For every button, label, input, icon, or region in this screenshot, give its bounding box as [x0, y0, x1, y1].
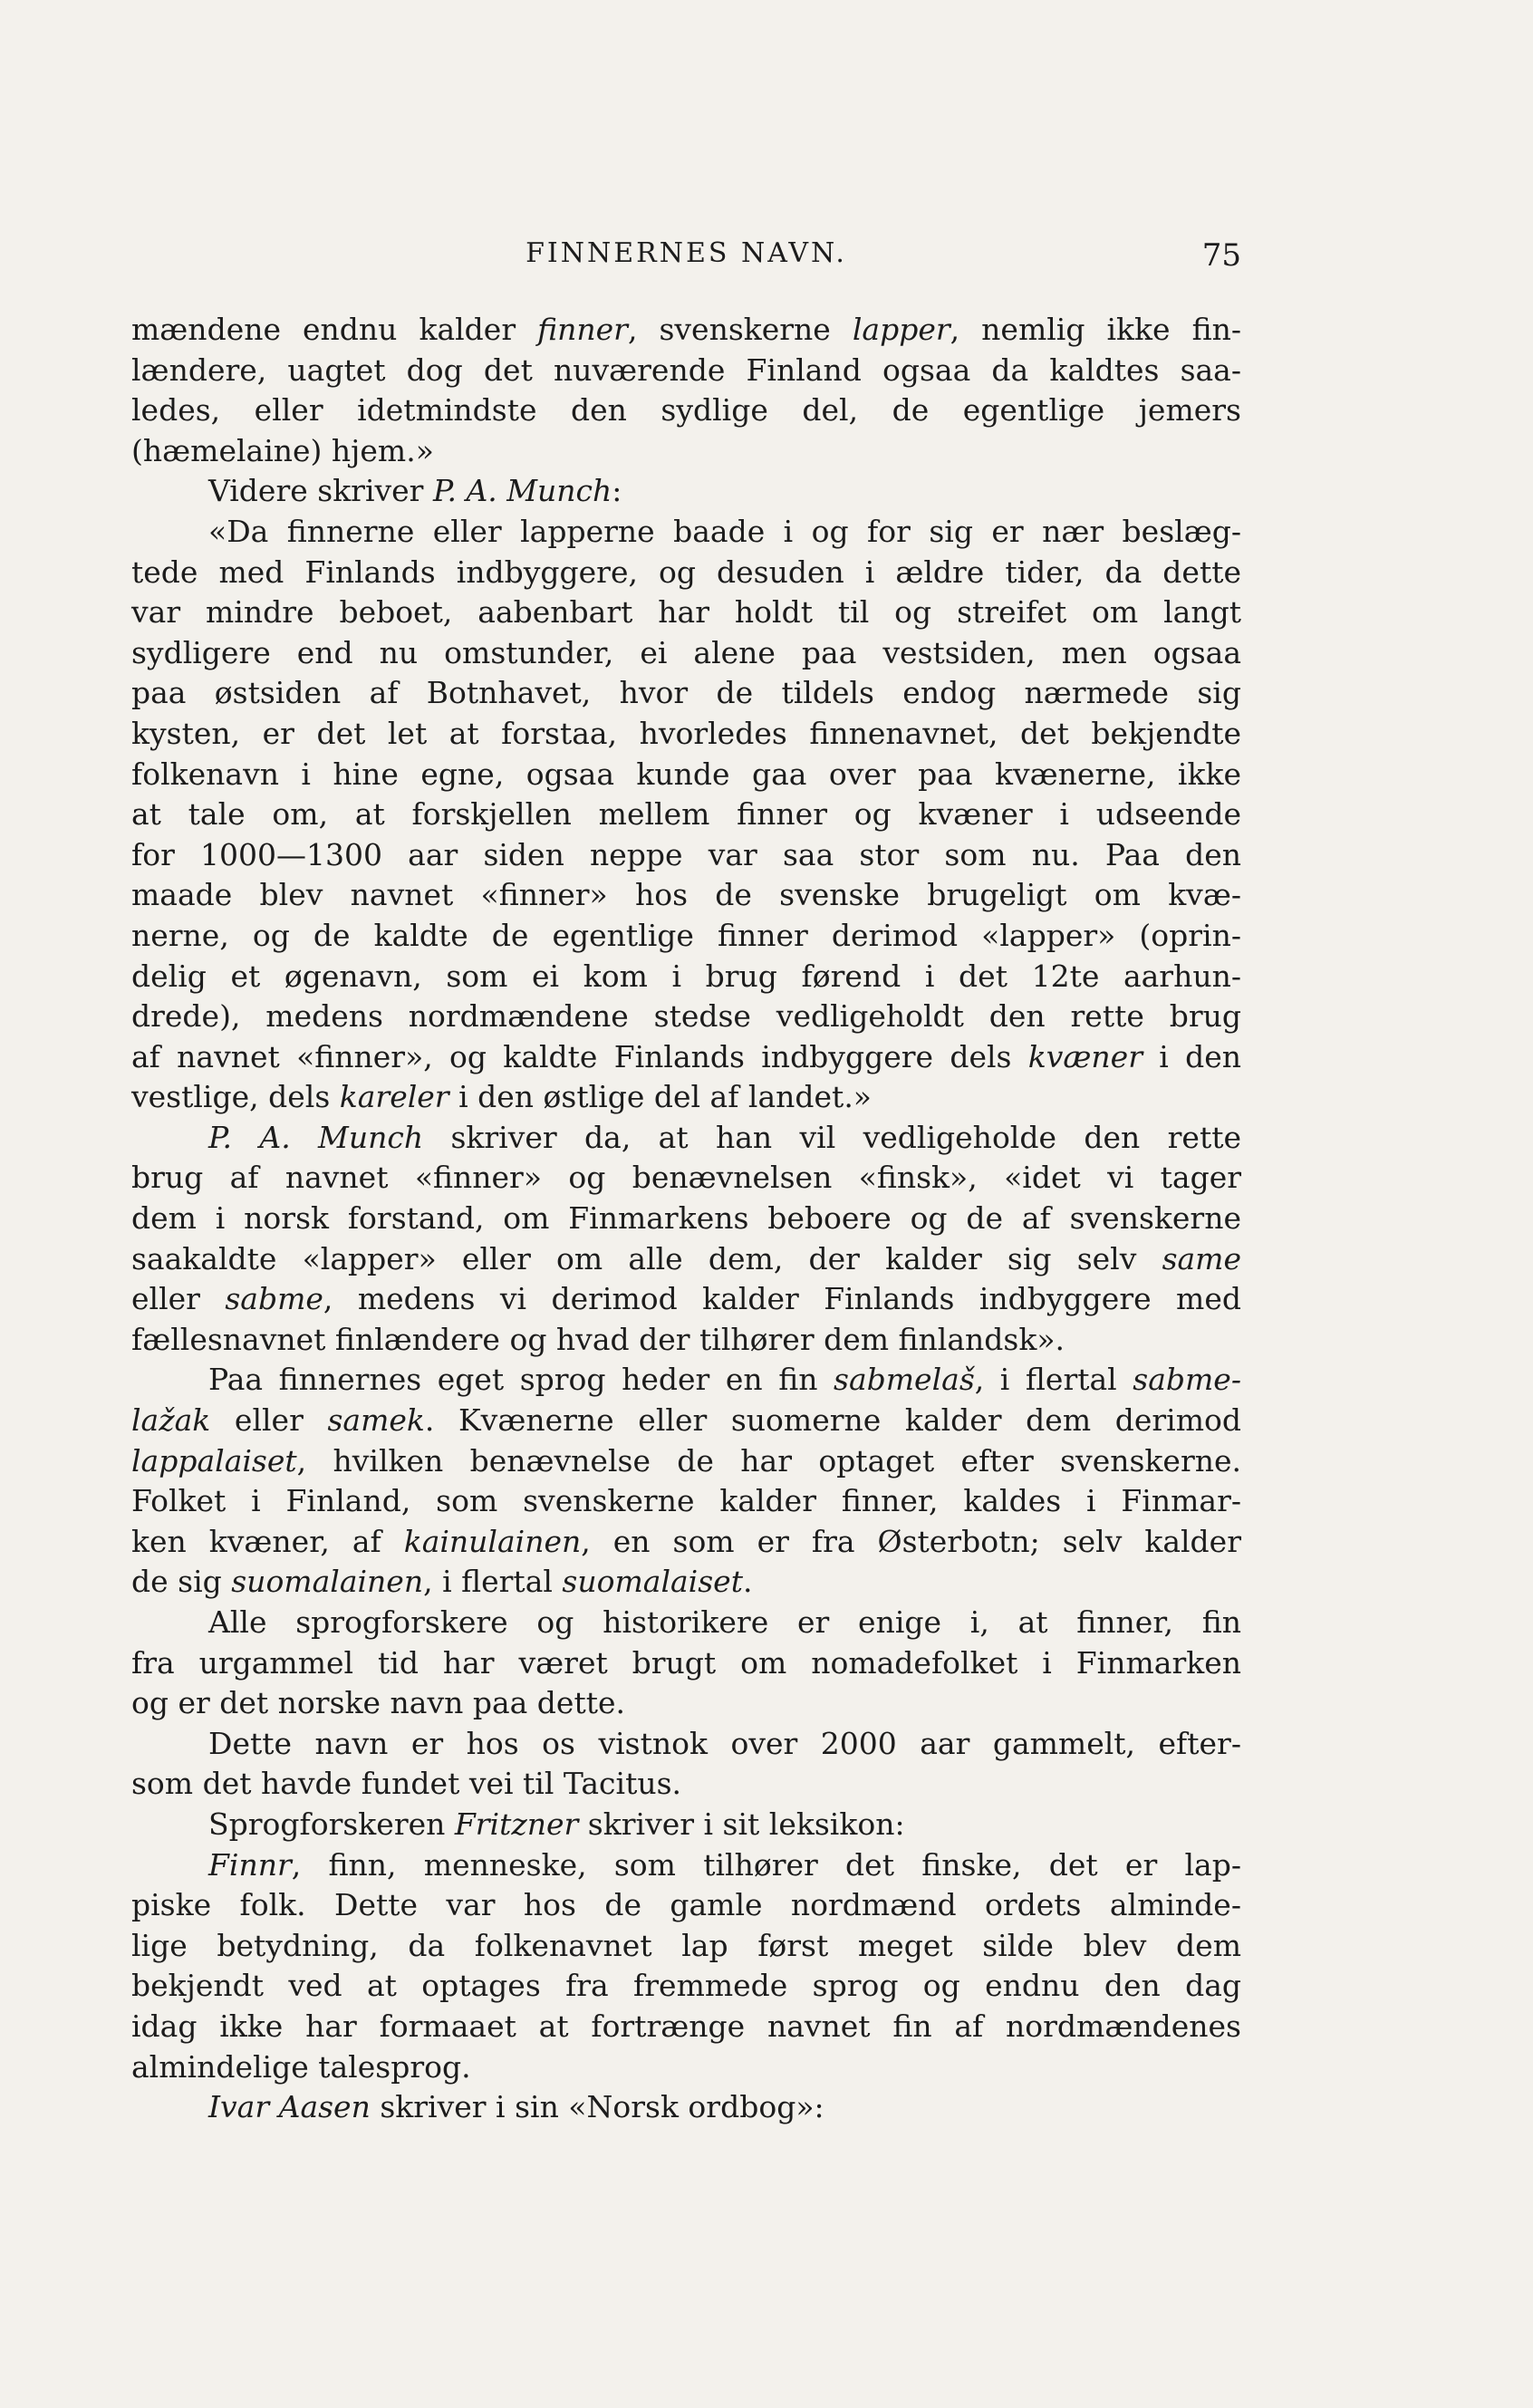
text-line	[131, 714, 1241, 755]
text-run: , en som er fra Østerbotn; selv kalder	[581, 1523, 1241, 1559]
text-line	[131, 1158, 1241, 1199]
page-number: 75	[1201, 237, 1241, 274]
text-run: skriver da, at han vil vedligeholde den rette	[423, 1119, 1242, 1155]
text-line	[131, 1966, 1241, 2007]
text-line	[131, 1441, 1241, 1482]
italic-term: sabmelaš	[834, 1362, 975, 1398]
italic-term: P. A. Munch	[208, 1119, 424, 1155]
text-run: som det havde fundet vei til Tacitus.	[131, 1766, 682, 1802]
text-line	[131, 2087, 1241, 2128]
italic-term: sabme-	[1133, 1362, 1241, 1398]
italic-term: samek	[327, 1402, 425, 1439]
text-line	[131, 2007, 1241, 2047]
italic-term: lapper	[852, 312, 950, 347]
text-run: i den østlige del af landet.»	[448, 1079, 872, 1115]
text-line	[131, 1522, 1241, 1563]
text-run: skriver i sin «Norsk ordbog»:	[370, 2089, 824, 2125]
text-run: , i flertal	[423, 1564, 563, 1600]
text-run: nerne, og de kaldte de egentlige finner derimod «lapper» (oprin-	[131, 917, 1241, 953]
text-run: , nemlig ikke fin-	[950, 312, 1241, 347]
text-run: brug af navnet «finner» og benævnelsen «finsk», «idet vi tager	[131, 1160, 1241, 1196]
text-run: .	[742, 1564, 753, 1600]
text-run: drede), medens nordmændene stedse vedligeholdt den rette brug	[131, 998, 1241, 1035]
text-run: «Da finnerne eller lapperne baade i og for sig er nær beslæg-	[208, 513, 1241, 549]
italic-term: kainulainen	[403, 1523, 582, 1559]
text-line	[131, 1724, 1241, 1765]
text-run: tede med Finlands indbyggere, og desuden i ældre tider, da dette	[131, 554, 1241, 590]
italic-term: suomalaiset	[562, 1564, 743, 1600]
text-run: folkenavn i hine egne, ogsaa kunde gaa over paa kvænerne, ikke	[131, 756, 1241, 792]
italic-term: Fritzner	[454, 1806, 579, 1842]
italic-term: sabme	[225, 1281, 323, 1317]
text-line	[131, 471, 1241, 512]
text-line	[131, 835, 1241, 876]
italic-term: P. A. Munch	[432, 473, 612, 509]
text-line	[131, 633, 1241, 674]
text-line	[131, 1926, 1241, 1967]
text-run: delig et øgenavn, som ei kom i brug førend i det 12te aarhun-	[131, 958, 1241, 994]
text-line	[131, 795, 1241, 835]
text-run: eller	[210, 1402, 328, 1439]
body-text	[131, 310, 1241, 2128]
text-run: (hæmelaine) hjem.»	[131, 432, 434, 468]
text-run: Sprogforskeren	[208, 1806, 455, 1842]
text-run: . Kvænerne eller suomerne kalder dem derimod	[424, 1402, 1242, 1439]
text-run: fra urgammel tid har været brugt om nomadefolket i Finmarken	[131, 1644, 1241, 1681]
text-line	[131, 512, 1241, 553]
text-line	[131, 673, 1241, 714]
italic-term: kvæner	[1027, 1038, 1143, 1074]
text-line	[131, 1845, 1241, 1886]
page-header	[131, 237, 1241, 283]
text-line	[131, 1683, 1241, 1724]
italic-term: suomalainen	[231, 1564, 424, 1600]
text-run: piske folk. Dette var hos de gamle nordmænd ordets alminde-	[131, 1887, 1241, 1923]
text-run: , hvilken benævnelse de har optaget efter svenskerne.	[296, 1442, 1241, 1479]
text-run: var mindre beboet, aabenbart har holdt til og streifet om langt	[131, 594, 1241, 631]
text-run: Videre skriver	[208, 473, 433, 509]
text-run: Folket i Finland, som svenskerne kalder finner, kaldes i Finmar-	[131, 1483, 1241, 1519]
text-run: skriver i sit leksikon:	[578, 1806, 905, 1842]
text-line	[131, 1239, 1241, 1280]
text-run: idag ikke har formaaet at fortrænge navnet fin af nordmændenes	[131, 2008, 1241, 2044]
text-run: Dette navn er hos os vistnok over 2000 aar gammelt, efter-	[208, 1725, 1241, 1761]
text-line	[131, 957, 1241, 997]
text-run: i den	[1142, 1038, 1241, 1074]
text-run: ledes, eller idetmindste den sydlige del, de egentlige jemers	[131, 392, 1241, 429]
text-run: , i flertal	[974, 1362, 1133, 1398]
italic-term: kareler	[339, 1079, 449, 1115]
text-run: , finn, menneske, som tilhører det finske, det er lap-	[291, 1846, 1241, 1883]
text-line	[131, 1481, 1241, 1522]
text-run: maade blev navnet «finner» hos de svenske brugeligt om kvæ-	[131, 877, 1241, 913]
italic-term: lažak	[131, 1402, 211, 1439]
text-run: lændere, uagtet dog det nuværende Finland ogsaa da kaldtes saa-	[131, 352, 1241, 388]
text-run: sydligere end nu omstunder, ei alene paa vestsiden, men ogsaa	[131, 634, 1241, 670]
text-run: og er det norske navn paa dette.	[131, 1685, 625, 1721]
text-line	[131, 1360, 1241, 1401]
text-line	[131, 1885, 1241, 1926]
text-run: mændene endnu kalder	[131, 312, 538, 347]
text-line	[131, 1764, 1241, 1805]
text-run: , svenskerne	[627, 312, 853, 347]
text-line	[131, 916, 1241, 957]
text-run: saakaldte «lapper» eller om alle dem, der kalder sig selv	[131, 1240, 1162, 1276]
text-run: Alle sprogforskere og historikere er enige i, at finner, fin	[208, 1604, 1241, 1640]
text-line	[131, 875, 1241, 916]
text-line	[131, 755, 1241, 795]
text-line	[131, 1037, 1241, 1078]
text-line	[131, 1603, 1241, 1643]
text-line	[131, 1199, 1241, 1239]
text-run: af navnet «finner», og kaldte Finlands indbyggere dels	[131, 1038, 1028, 1074]
text-line	[131, 1077, 1241, 1118]
text-run: paa østsiden af Botnhavet, hvor de tildels endog nærmede sig	[131, 675, 1241, 711]
text-run: , medens vi derimod kalder Finlands indbyggere med	[323, 1281, 1241, 1317]
text-line	[131, 351, 1241, 391]
text-line	[131, 1279, 1241, 1320]
text-run: at tale om, at forskjellen mellem finner og kvæner i udseende	[131, 796, 1241, 833]
text-run: vestlige, dels	[131, 1079, 340, 1115]
text-line	[131, 1562, 1241, 1603]
text-line	[131, 553, 1241, 593]
text-line	[131, 2047, 1241, 2088]
text-line	[131, 1643, 1241, 1684]
text-run: ken kvæner, af	[131, 1523, 404, 1559]
italic-term: Finnr	[208, 1846, 292, 1883]
text-line	[131, 1320, 1241, 1361]
running-head: FINNERNES NAVN.	[525, 237, 847, 269]
text-line	[131, 1401, 1241, 1441]
text-line	[131, 1805, 1241, 1845]
italic-term: Ivar Aasen	[208, 2089, 371, 2125]
text-line	[131, 431, 1241, 472]
italic-term: lappalaiset	[131, 1442, 297, 1479]
text-run: :	[612, 473, 622, 509]
text-line	[131, 390, 1241, 431]
italic-term: finner	[537, 312, 628, 347]
text-run: dem i norsk forstand, om Finmarkens beboere og de af svenskerne	[131, 1200, 1241, 1237]
text-line	[131, 1118, 1241, 1159]
text-run: for 1000—1300 aar siden neppe var saa stor som nu. Paa den	[131, 836, 1241, 872]
text-line	[131, 592, 1241, 633]
text-run: almindelige talesprog.	[131, 2048, 471, 2085]
italic-term: same	[1162, 1240, 1241, 1276]
text-run: de sig	[131, 1564, 232, 1600]
text-line	[131, 310, 1241, 351]
text-run: eller	[131, 1281, 226, 1317]
text-run: fællesnavnet finlændere og hvad der tilhører dem finlandsk».	[131, 1321, 1065, 1357]
text-run: lige betydning, da folkenavnet lap først meget silde blev dem	[131, 1927, 1241, 1963]
text-run: kysten, er det let at forstaa, hvorledes finnenavnet, det bekjendte	[131, 715, 1241, 751]
text-run: bekjendt ved at optages fra fremmede sprog og endnu den dag	[131, 1968, 1241, 2004]
text-line	[131, 997, 1241, 1037]
text-run: Paa finnernes eget sprog heder en fin	[208, 1362, 834, 1398]
